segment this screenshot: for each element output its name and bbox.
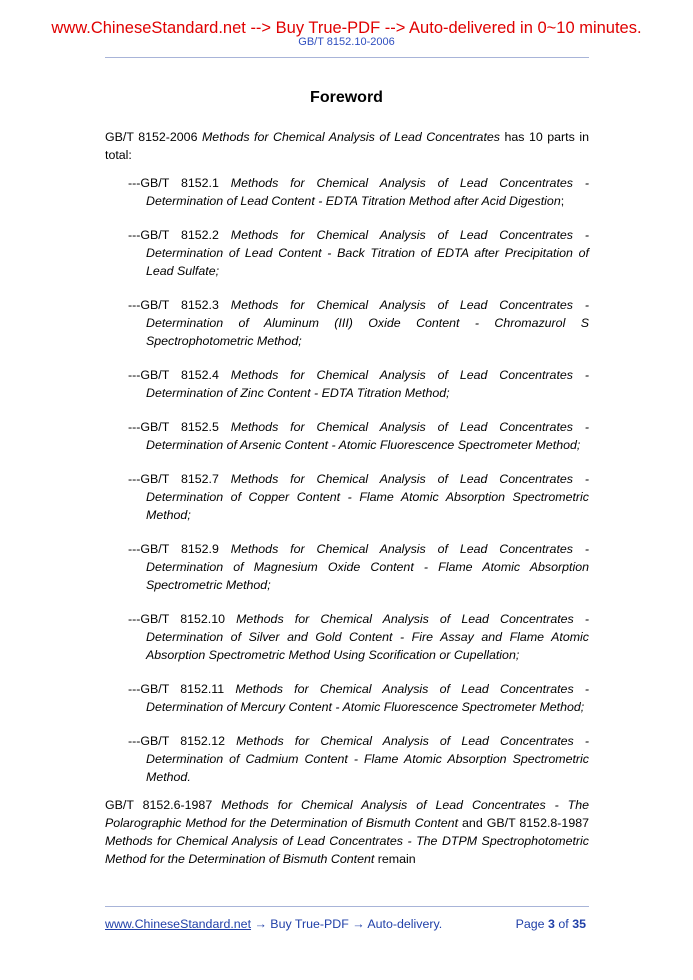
intro-paragraph [105, 128, 589, 164]
page-current: 3 [548, 917, 555, 931]
page-total: 35 [572, 917, 586, 931]
part-title: Methods for Chemical Analysis of Lead Concentrates - Determination of Mercury Content - Atomic Fluorescence Spectrometer Method; [146, 682, 589, 714]
list-item [105, 366, 589, 402]
closing-title-1: Methods for Chemical Analysis of Lead Concentrates - The Polarographic Method for the Determination of Bismuth Content [105, 798, 589, 830]
part-title: Methods for Chemical Analysis of Lead Concentrates - Determination of Cadmium Content - Flame Atomic Absorption Spectrometric Method. [146, 734, 589, 784]
part-code: ---GB/T 8152.2 [128, 228, 219, 242]
page-label: Page [515, 917, 545, 931]
part-code: ---GB/T 8152.1 [128, 176, 219, 190]
list-item [105, 610, 589, 664]
part-code: ---GB/T 8152.3 [128, 298, 219, 312]
list-item [105, 680, 589, 716]
closing-conjunction: and [462, 816, 483, 830]
part-title: Methods for Chemical Analysis of Lead Concentrates - Determination of Lead Content - Back Titration of EDTA after Precipitation of Lead Sulfate; [146, 228, 589, 278]
list-item [105, 418, 589, 454]
list-item [105, 296, 589, 350]
top-banner[interactable]: www.ChineseStandard.net --> Buy True-PDF --> Auto-delivered in 0~10 minutes. [51, 19, 642, 37]
part-title: Methods for Chemical Analysis of Lead Concentrates - Determination of Magnesium Oxide Content - Flame Atomic Absorption Spectrometric Method; [146, 542, 589, 592]
part-code: ---GB/T 8152.4 [128, 368, 219, 382]
part-code: ---GB/T 8152.11 [128, 682, 225, 696]
intro-suffix: has 10 parts in total: [105, 130, 589, 162]
part-code: ---GB/T 8152.7 [128, 472, 219, 486]
closing-title-2: Methods for Chemical Analysis of Lead Concentrates - The DTPM Spectrophotometric Method for the Determination of Bismuth Content [105, 834, 589, 866]
standard-code-header: GB/T 8152.10-2006 [298, 36, 395, 48]
closing-code-1: GB/T 8152.6-1987 [105, 798, 213, 812]
intro-code: GB/T 8152-2006 [105, 130, 198, 144]
list-item [105, 226, 589, 280]
part-code: ---GB/T 8152.10 [128, 612, 225, 626]
footer-tail: → Buy True-PDF → Auto-delivery. [251, 917, 443, 931]
page-footer [105, 915, 589, 933]
list-item [105, 174, 589, 210]
page-title: Foreword [310, 89, 383, 106]
closing-code-2: GB/T 8152.8-1987 [486, 816, 589, 830]
footer-left [105, 915, 442, 933]
part-title: Methods for Chemical Analysis of Lead Concentrates - Determination of Lead Content - EDTA Titration Method after Acid Digestion [146, 176, 589, 208]
page-of-label: of [558, 917, 569, 931]
part-end: ; [560, 194, 565, 208]
part-title: Methods for Chemical Analysis of Lead Concentrates - Determination of Arsenic Content - Atomic Fluorescence Spectrometer Method; [146, 420, 589, 452]
closing-paragraph [105, 796, 589, 868]
part-title: Methods for Chemical Analysis of Lead Concentrates - Determination of Copper Content - Flame Atomic Absorption Spectrometric Method; [146, 472, 589, 522]
part-title: Methods for Chemical Analysis of Lead Concentrates - Determination of Silver and Gold Content - Fire Assay and Flame Atomic Absorption Spectrometric Method Using Scorification or Cupellation; [146, 612, 589, 662]
header-divider [105, 57, 589, 58]
part-code: ---GB/T 8152.9 [128, 542, 219, 556]
intro-series-title: Methods for Chemical Analysis of Lead Concentrates [201, 130, 500, 144]
closing-tail: remain [377, 852, 416, 866]
footer-divider [105, 906, 589, 907]
footer-site-link[interactable]: www.ChineseStandard.net [105, 917, 252, 931]
part-code: ---GB/T 8152.5 [128, 420, 219, 434]
part-title: Methods for Chemical Analysis of Lead Concentrates - Determination of Zinc Content - EDTA Titration Method; [146, 368, 589, 400]
list-item [105, 732, 589, 786]
foreword-body [105, 128, 589, 868]
part-title: Methods for Chemical Analysis of Lead Concentrates - Determination of Aluminum (III) Oxide Content - Chromazurol S Spectrophotometric Method; [146, 298, 589, 348]
list-item [105, 540, 589, 594]
list-item [105, 470, 589, 524]
part-code: ---GB/T 8152.12 [128, 734, 225, 748]
page-number [516, 915, 586, 933]
